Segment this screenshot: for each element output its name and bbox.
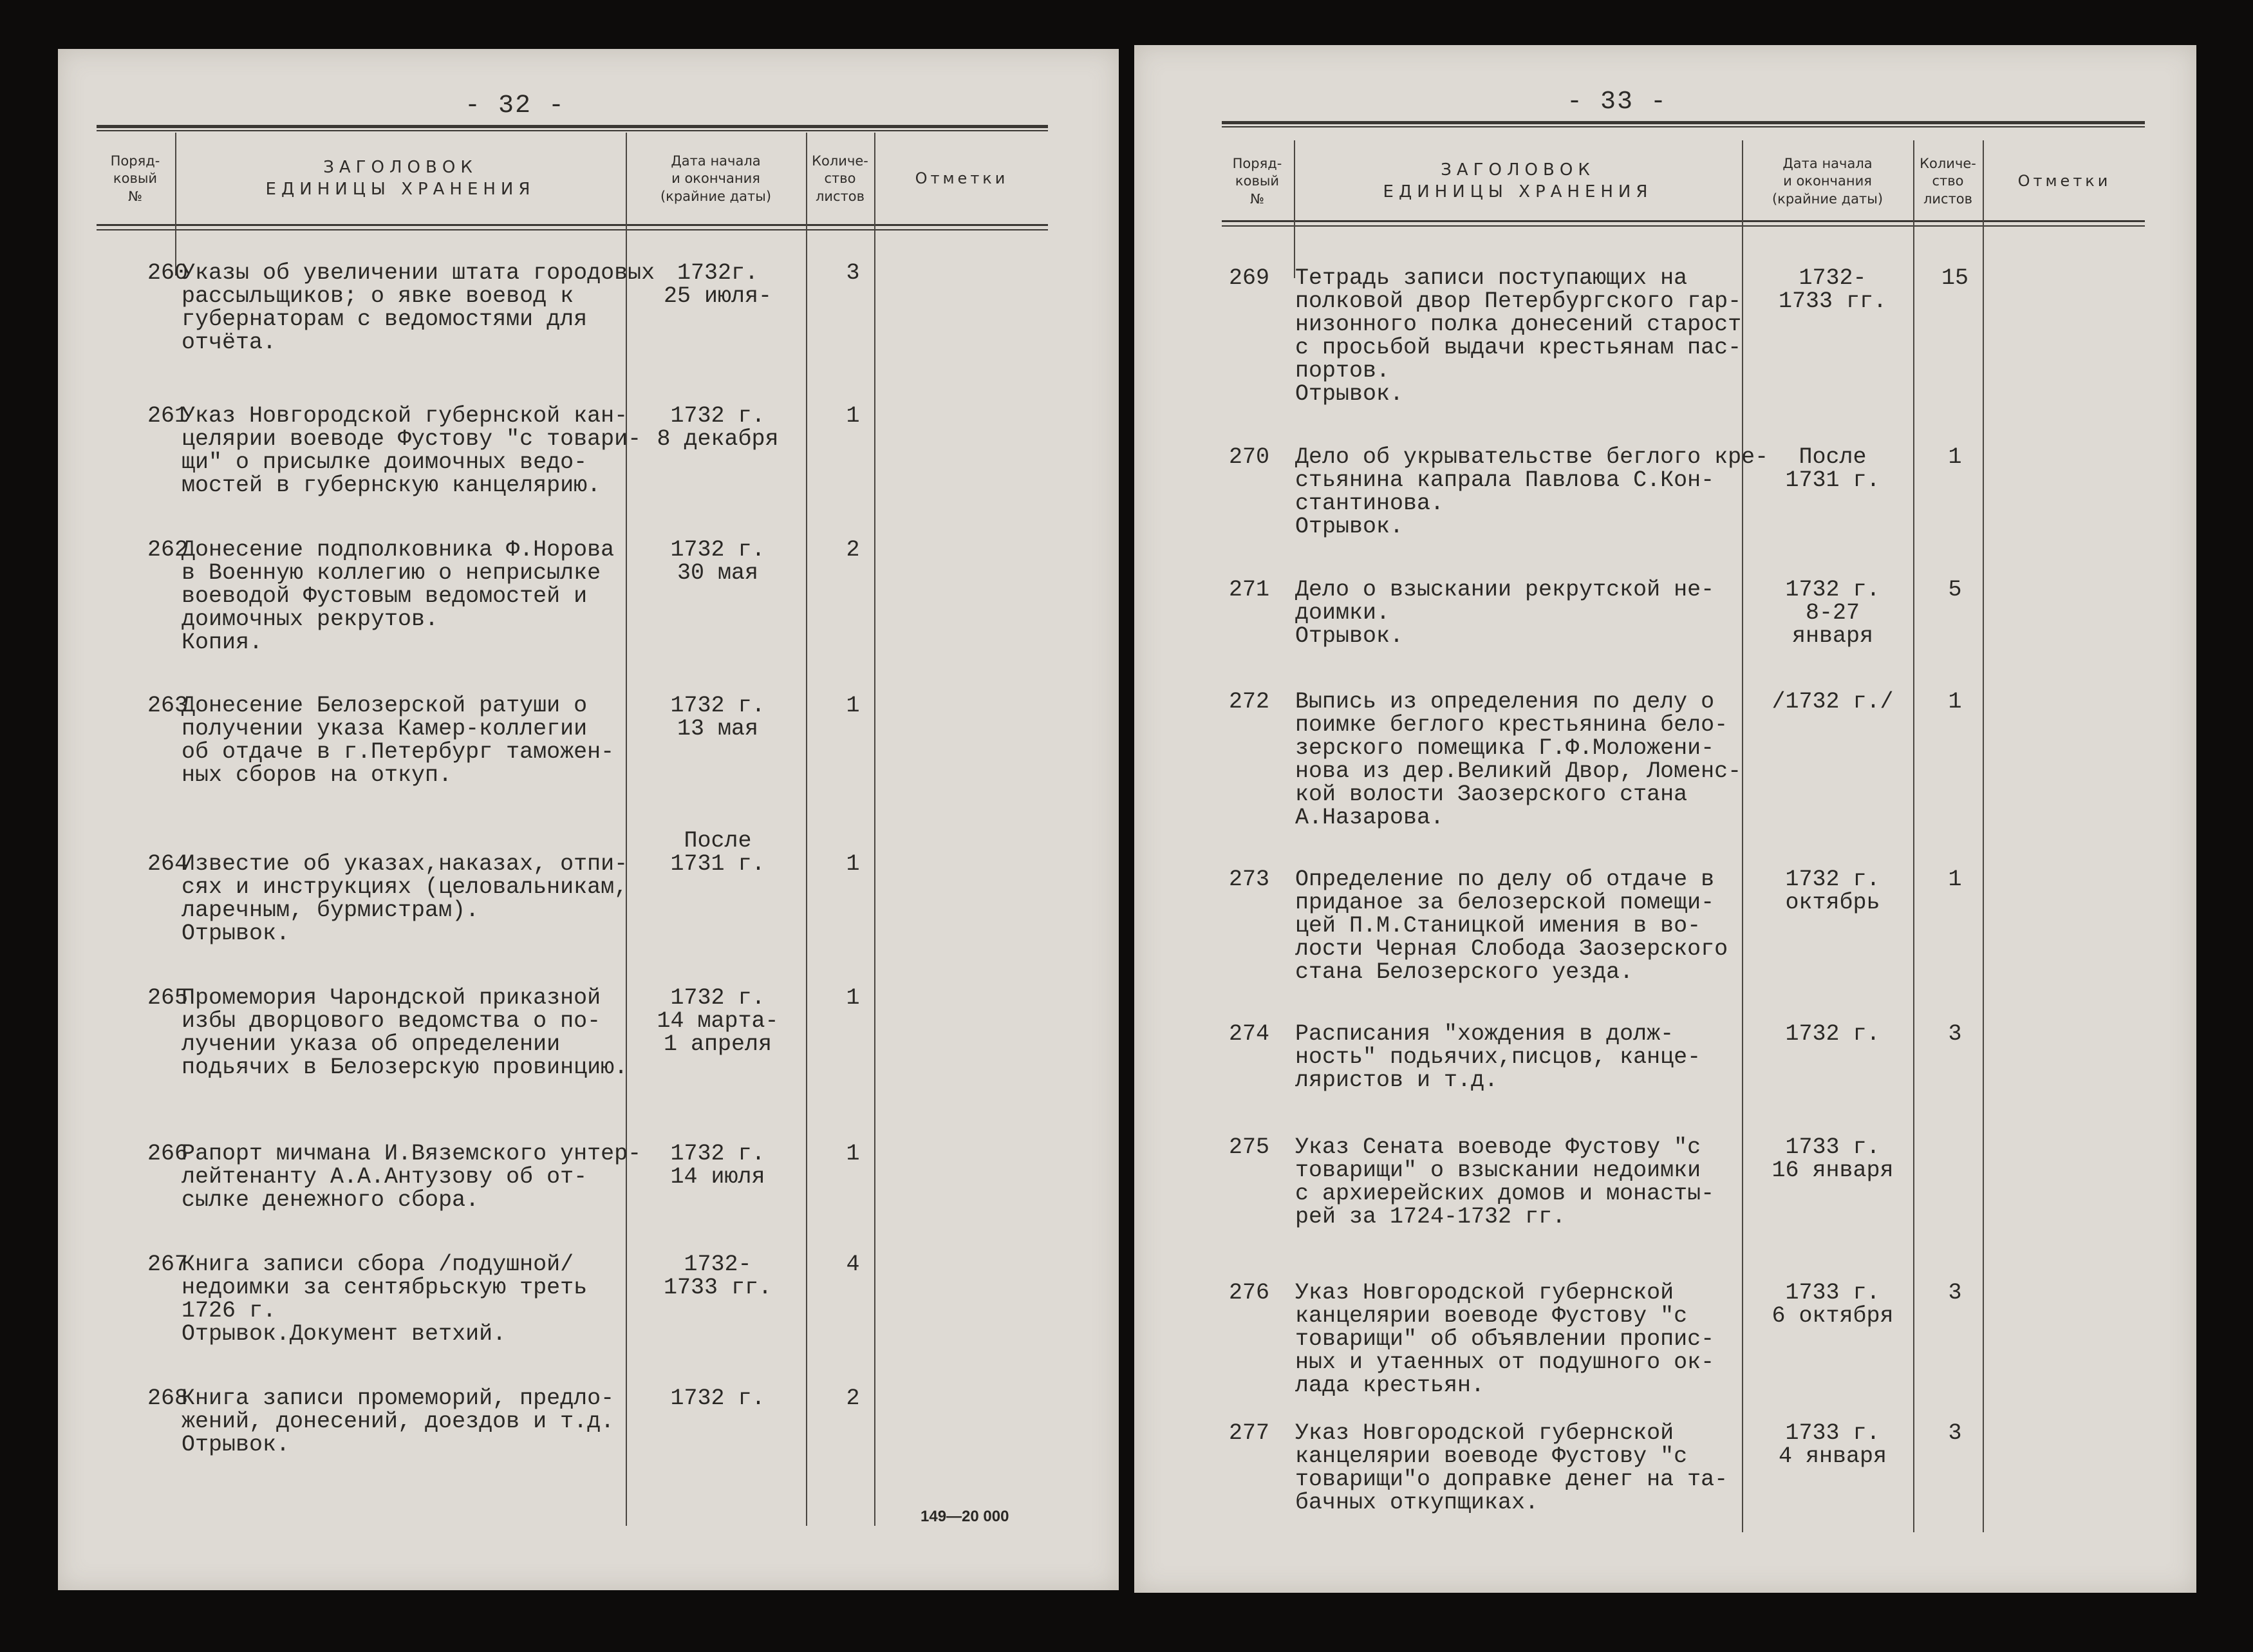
column-divider <box>806 133 807 1526</box>
entry-dates: 1732 г. октябрь <box>1785 867 1880 915</box>
entry-number: 266 <box>147 1141 188 1167</box>
entry-sheets: 3 <box>1948 1280 1962 1306</box>
divider <box>1222 126 2145 127</box>
entry-title: Расписания "хождения в долж- ность" подьячих,писцов, канце- ляристов и т.д. <box>1295 1021 1701 1093</box>
entry-sheets: 1 <box>1948 867 1962 892</box>
entry-number: 275 <box>1228 1134 1269 1160</box>
entry-sheets: 2 <box>846 537 860 563</box>
entry-number: 273 <box>1228 867 1269 892</box>
entry-dates: 1732 г. 8-27 января <box>1785 577 1880 649</box>
entry-title: Донесение подполковника Ф.Норова в Военную коллегию о неприсылке воеводой Фустовым ведомостей и доимочных рекрутов. Копия. <box>182 537 615 655</box>
entry-sheets: 2 <box>846 1385 860 1411</box>
column-divider <box>874 133 875 1526</box>
entry-title: Известие об указах,наказах, отпи- сях и инструкциях (целовальникам, ларечным, бурмистрам). Отрывок. <box>182 851 628 946</box>
entry-title: Дело об укрывательстве беглого кре- стьянина капрала Павлова С.Кон- стантинова. Отрывок. <box>1295 444 1769 540</box>
print-code: 149—20 000 <box>921 1508 1009 1525</box>
entry-title: Книга записи промеморий, предло- жений, донесений, доездов и т.д. Отрывок. <box>182 1385 615 1458</box>
right-page <box>1134 45 2196 1593</box>
col-header-sheets: Количе- ство листов <box>1920 156 1976 207</box>
entry-sheets: 3 <box>846 260 860 286</box>
divider <box>1222 225 2145 227</box>
column-divider <box>1742 140 1743 1532</box>
divider <box>97 224 1048 226</box>
entry-title: Указ Новгородской губернской кан- целярии воеводе Фустову "с товари- щи" о присылке доимочных ведо- мостей в губернскую канцелярию. <box>182 403 642 498</box>
entry-number: 274 <box>1228 1021 1269 1047</box>
entry-title: Рапорт мичмана И.Вяземского унтер- лейтенанту А.А.Антузову об от- сылке денежного сбора. <box>182 1141 642 1213</box>
col-header-dates: Дата начала и окончания (крайние даты) <box>1772 156 1884 207</box>
entry-title: Указы об увеличении штата городовых рассыльщиков; о явке воевод к губернаторам с ведомостями для отчёта. <box>182 260 655 355</box>
divider <box>97 130 1048 131</box>
entry-dates: После 1731 г. <box>1785 444 1880 493</box>
column-divider <box>1983 140 1984 1532</box>
entry-title: Донесение Белозерской ратуши о получении указа Камер-коллегии об отдаче в г.Петербург таможен- ных сборов на откуп. <box>182 693 615 788</box>
entry-title: Промемория Чарондской приказной избы дворцового ведомства о по- лучении указа об определении подьячих в Белозерскую провинцию. <box>182 985 628 1080</box>
divider <box>97 125 1048 128</box>
col-header-notes: Отметки <box>915 169 1009 188</box>
entry-dates: 1733 г. 4 января <box>1778 1420 1887 1469</box>
entry-number: 260 <box>147 260 188 286</box>
col-header-title: ЗАГОЛОВОК ЕДИНИЦЫ ХРАНЕНИЯ <box>1383 160 1653 202</box>
column-divider <box>1913 140 1914 1532</box>
entry-number: 264 <box>147 851 188 877</box>
entry-number: 267 <box>147 1252 188 1277</box>
entry-title: Книга записи сбора /подушной/ недоимки за сентябрьскую треть 1726 г. Отрывок.Документ ветхий. <box>182 1252 588 1347</box>
entry-sheets: 3 <box>1948 1420 1962 1446</box>
entry-number: 262 <box>147 537 188 563</box>
col-header-number: Поряд- ковый № <box>1232 156 1282 207</box>
entry-dates: 1732 г. <box>670 1385 765 1411</box>
page-number: - 33 - <box>1566 88 1668 117</box>
entry-number: 269 <box>1228 265 1269 291</box>
entry-dates: 1732 г. 8 декабря <box>657 403 779 452</box>
entry-dates: 1732 г. 14 марта- 1 апреля <box>657 985 779 1057</box>
entry-sheets: 1 <box>846 851 860 877</box>
page-number: - 32 - <box>464 91 566 120</box>
entry-dates: 1732г. 25 июля- <box>663 260 772 309</box>
entry-number: 272 <box>1228 689 1269 715</box>
entry-number: 263 <box>147 693 188 718</box>
entry-dates: 1732 г. 14 июля <box>670 1141 765 1190</box>
entry-sheets: 3 <box>1948 1021 1962 1047</box>
entry-dates: 1733 г. 16 января <box>1772 1134 1894 1183</box>
entry-number: 268 <box>147 1385 188 1411</box>
entry-dates: 1732 г. <box>1785 1021 1880 1047</box>
entry-sheets: 1 <box>846 985 860 1011</box>
entry-number: 276 <box>1228 1280 1269 1306</box>
entry-dates: 1732- 1733 гг. <box>663 1252 772 1300</box>
entry-title: Указ Сената воеводе Фустову "с товарищи" о взыскании недоимки с архиерейских домов и монасты- рей за 1724-1732 гг. <box>1295 1134 1715 1230</box>
col-header-number: Поряд- ковый № <box>110 153 160 204</box>
entry-title: Определение по делу об отдаче в приданое за белозерской помещи- цей П.М.Станицкой имения в во- лости Черная Слобода Заозерского стана Белозерского уезда. <box>1295 867 1728 985</box>
entry-dates: После 1731 г. <box>670 828 765 877</box>
col-header-dates: Дата начала и окончания (крайние даты) <box>660 153 772 204</box>
entry-number: 277 <box>1228 1420 1269 1446</box>
col-header-title: ЗАГОЛОВОК ЕДИНИЦЫ ХРАНЕНИЯ <box>265 158 536 199</box>
entry-sheets: 15 <box>1941 265 1968 291</box>
entry-sheets: 4 <box>846 1252 860 1277</box>
entry-number: 270 <box>1228 444 1269 470</box>
entry-dates: 1733 г. 6 октября <box>1772 1280 1894 1329</box>
col-header-notes: Отметки <box>2017 172 2111 191</box>
col-header-sheets: Количе- ство листов <box>812 153 868 204</box>
entry-sheets: 1 <box>846 403 860 429</box>
entry-sheets: 5 <box>1948 577 1962 603</box>
entry-sheets: 1 <box>1948 689 1962 715</box>
entry-dates: 1732 г. 30 мая <box>670 537 765 586</box>
entry-sheets: 1 <box>846 693 860 718</box>
entry-title: Выпись из определения по делу о поимке беглого крестьянина бело- зерского помещика Г.Ф.Моложени- нова из дер.Великий Двор, Ломенс- кой волости Заозерского стана А.Назарова. <box>1295 689 1742 831</box>
entry-number: 265 <box>147 985 188 1011</box>
entry-sheets: 1 <box>1948 444 1962 470</box>
entry-dates: 1732- 1733 гг. <box>1778 265 1887 314</box>
entry-dates: /1732 г./ <box>1772 689 1894 715</box>
entry-title: Тетрадь записи поступающих на полковой двор Петербургского гар- низонного полка донесений старост с просьбой выдачи крестьянам пас- портов. Отрывок. <box>1295 265 1742 407</box>
left-page <box>58 49 1119 1590</box>
divider <box>97 229 1048 230</box>
entry-dates: 1732 г. 13 мая <box>670 693 765 742</box>
divider <box>1222 121 2145 124</box>
entry-number: 271 <box>1228 577 1269 603</box>
entry-title: Указ Новгородской губернской канцелярии воеводе Фустову "с товарищи"о доправке денег на та- бачных откупщиках. <box>1295 1420 1728 1516</box>
entry-title: Указ Новгородской губернской канцелярии воеводе Фустову "с товарищи" об объявлении пропис- ных и утаенных от подушного ок- лада крестьян. <box>1295 1280 1715 1398</box>
entry-number: 261 <box>147 403 188 429</box>
entry-sheets: 1 <box>846 1141 860 1167</box>
entry-title: Дело о взыскании рекрутской не- доимки. Отрывок. <box>1295 577 1715 649</box>
